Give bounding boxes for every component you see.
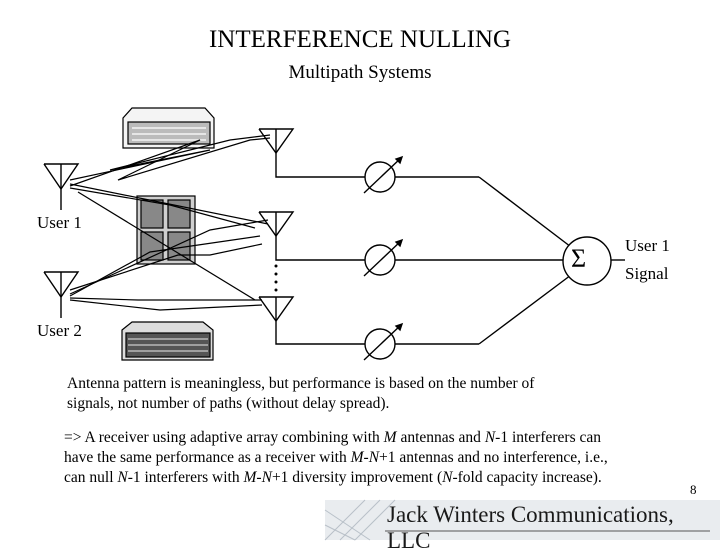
user2-label: User 2 [37,321,82,340]
note-text: - [363,449,369,466]
user1-antenna-icon [44,164,78,210]
note-line-2: signals, not number of paths (without delay spread). [67,395,390,412]
note-text: antennas and [396,429,485,446]
italic-variable: M [243,469,257,486]
note-text: => A receiver using adaptive array combining with [64,429,384,446]
footer-logo [325,500,720,553]
page-number: 8 [690,482,697,497]
note-text: have the same performance as a receiver with [64,449,351,466]
output-label-line2: Signal [625,264,669,283]
note2-line [64,468,704,488]
output-label-line1: User 1 [625,236,670,255]
building-top-icon [123,108,214,148]
note-text: can null [64,469,118,486]
italic-variable: N [117,469,128,486]
note-line-1: Antenna pattern is meaningless, but performance is based on the number of [67,375,535,392]
note-paragraph-2 [64,428,704,488]
weight-1-icon [364,157,402,193]
italic-variable: N [442,469,453,486]
rx-antenna-3-icon [259,297,293,343]
weight-2-icon [364,240,402,276]
slide-title: INTERFERENCE NULLING [208,26,512,53]
note-text: - [256,469,262,486]
italic-variable: N [484,429,496,446]
building-bottom-icon [122,322,213,360]
logo-text: Jack Winters Communications, LLC [387,502,674,553]
sum-symbol: Σ [571,244,587,273]
italic-variable: N [261,469,272,486]
note2-line [64,428,704,448]
rx-antenna-2-icon [259,212,293,258]
italic-variable: M [350,449,364,466]
note-text: -1 interferers with [127,469,244,486]
note-text: +1 antennas and no interference, i.e., [379,449,608,466]
user1-label: User 1 [37,213,82,232]
note-text: -1 interferers can [495,429,602,446]
italic-variable: M [383,429,397,446]
italic-variable: N [368,449,380,466]
slide-subtitle: Multipath Systems [288,62,432,83]
weight-3-icon [364,324,402,360]
note2-line [64,448,704,468]
note-paragraph-1 [67,374,627,414]
ellipsis-dots-icon [275,265,278,292]
note-text: -fold capacity increase). [452,469,602,486]
note-text: +1 diversity improvement ( [271,469,443,486]
